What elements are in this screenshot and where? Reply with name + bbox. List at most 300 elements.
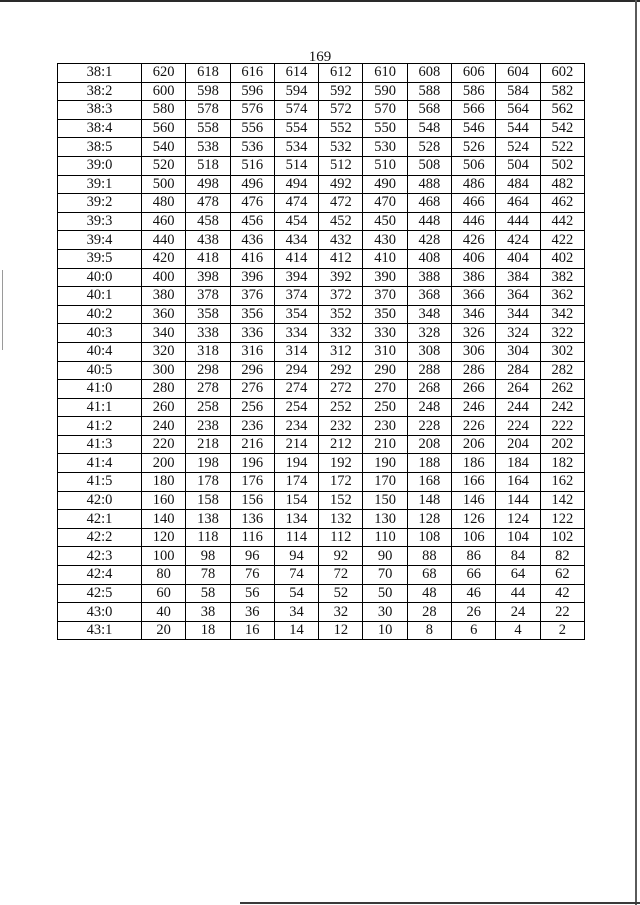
value-cell: 152: [319, 491, 363, 510]
table-row: [58, 417, 585, 436]
row-key-cell: 39:5: [58, 249, 142, 268]
value-cell: 378: [186, 287, 230, 306]
table-row: [58, 268, 585, 287]
value-cell: 574: [274, 101, 318, 120]
value-cell: 272: [319, 380, 363, 399]
value-cell: 254: [274, 398, 318, 417]
value-cell: 26: [452, 603, 496, 622]
table-row: [58, 584, 585, 603]
value-cell: 96: [230, 547, 274, 566]
value-cell: 286: [452, 361, 496, 380]
value-cell: 200: [142, 454, 186, 473]
value-cell: 20: [142, 621, 186, 640]
value-cell: 388: [407, 268, 451, 287]
row-key-cell: 42:1: [58, 510, 142, 529]
value-cell: 22: [540, 603, 584, 622]
value-cell: 344: [496, 305, 540, 324]
row-key-cell: 38:3: [58, 101, 142, 120]
value-cell: 72: [319, 566, 363, 585]
value-cell: 52: [319, 584, 363, 603]
value-cell: 36: [230, 603, 274, 622]
value-cell: 270: [363, 380, 407, 399]
value-cell: 56: [230, 584, 274, 603]
value-cell: 252: [319, 398, 363, 417]
value-cell: 444: [496, 212, 540, 231]
row-key-cell: 40:2: [58, 305, 142, 324]
value-cell: 296: [230, 361, 274, 380]
value-cell: 276: [230, 380, 274, 399]
table-row: [58, 231, 585, 250]
value-cell: 384: [496, 268, 540, 287]
row-key-cell: 42:3: [58, 547, 142, 566]
table-row: [58, 566, 585, 585]
table-row: [58, 621, 585, 640]
value-cell: 98: [186, 547, 230, 566]
value-cell: 90: [363, 547, 407, 566]
value-cell: 588: [407, 82, 451, 101]
value-cell: 92: [319, 547, 363, 566]
value-cell: 576: [230, 101, 274, 120]
value-cell: 160: [142, 491, 186, 510]
value-cell: 74: [274, 566, 318, 585]
value-cell: 524: [496, 138, 540, 157]
value-cell: 606: [452, 64, 496, 83]
value-cell: 154: [274, 491, 318, 510]
value-cell: 184: [496, 454, 540, 473]
row-key-cell: 38:4: [58, 119, 142, 138]
value-cell: 562: [540, 101, 584, 120]
value-cell: 32: [319, 603, 363, 622]
page-number: 169: [308, 49, 332, 65]
value-cell: 482: [540, 175, 584, 194]
value-cell: 242: [540, 398, 584, 417]
value-cell: 610: [363, 64, 407, 83]
value-cell: 8: [407, 621, 451, 640]
value-cell: 578: [186, 101, 230, 120]
value-cell: 320: [142, 342, 186, 361]
value-cell: 58: [186, 584, 230, 603]
value-cell: 426: [452, 231, 496, 250]
value-cell: 400: [142, 268, 186, 287]
value-cell: 332: [319, 324, 363, 343]
table-row: [58, 342, 585, 361]
value-cell: 560: [142, 119, 186, 138]
row-key-cell: 43:1: [58, 621, 142, 640]
value-cell: 498: [186, 175, 230, 194]
table-row: [58, 603, 585, 622]
value-cell: 484: [496, 175, 540, 194]
value-cell: 550: [363, 119, 407, 138]
table-row: [58, 435, 585, 454]
value-cell: 210: [363, 435, 407, 454]
value-cell: 316: [230, 342, 274, 361]
value-cell: 182: [540, 454, 584, 473]
value-cell: 334: [274, 324, 318, 343]
value-cell: 492: [319, 175, 363, 194]
table-row: [58, 528, 585, 547]
scan-bottom-edge: [240, 902, 640, 904]
value-cell: 228: [407, 417, 451, 436]
value-cell: 76: [230, 566, 274, 585]
value-cell: 268: [407, 380, 451, 399]
value-cell: 128: [407, 510, 451, 529]
value-cell: 4: [496, 621, 540, 640]
value-cell: 130: [363, 510, 407, 529]
value-cell: 436: [230, 231, 274, 250]
table-row: [58, 249, 585, 268]
value-cell: 30: [363, 603, 407, 622]
scan-right-edge: [635, 0, 637, 905]
value-cell: 66: [452, 566, 496, 585]
value-cell: 310: [363, 342, 407, 361]
value-cell: 448: [407, 212, 451, 231]
value-cell: 502: [540, 156, 584, 175]
value-cell: 324: [496, 324, 540, 343]
value-cell: 318: [186, 342, 230, 361]
value-cell: 514: [274, 156, 318, 175]
value-cell: 330: [363, 324, 407, 343]
table-row: [58, 454, 585, 473]
value-cell: 264: [496, 380, 540, 399]
value-cell: 112: [319, 528, 363, 547]
value-cell: 306: [452, 342, 496, 361]
value-cell: 500: [142, 175, 186, 194]
scan-top-edge: [0, 0, 640, 2]
value-cell: 234: [274, 417, 318, 436]
value-cell: 322: [540, 324, 584, 343]
value-cell: 16: [230, 621, 274, 640]
table-row: [58, 305, 585, 324]
value-cell: 402: [540, 249, 584, 268]
value-cell: 522: [540, 138, 584, 157]
value-cell: 372: [319, 287, 363, 306]
value-cell: 190: [363, 454, 407, 473]
value-cell: 34: [274, 603, 318, 622]
value-cell: 380: [142, 287, 186, 306]
value-cell: 176: [230, 473, 274, 492]
row-key-cell: 40:1: [58, 287, 142, 306]
row-key-cell: 41:1: [58, 398, 142, 417]
table-row: [58, 64, 585, 83]
table-row: [58, 138, 585, 157]
value-cell: 434: [274, 231, 318, 250]
value-cell: 592: [319, 82, 363, 101]
table-row: [58, 212, 585, 231]
value-cell: 394: [274, 268, 318, 287]
row-key-cell: 39:2: [58, 194, 142, 213]
value-cell: 386: [452, 268, 496, 287]
value-cell: 298: [186, 361, 230, 380]
value-cell: 136: [230, 510, 274, 529]
value-cell: 292: [319, 361, 363, 380]
row-key-cell: 40:0: [58, 268, 142, 287]
value-cell: 188: [407, 454, 451, 473]
value-cell: 346: [452, 305, 496, 324]
value-cell: 350: [363, 305, 407, 324]
table-row: [58, 101, 585, 120]
value-cell: 294: [274, 361, 318, 380]
row-key-cell: 41:0: [58, 380, 142, 399]
value-cell: 238: [186, 417, 230, 436]
value-cell: 466: [452, 194, 496, 213]
value-cell: 50: [363, 584, 407, 603]
value-cell: 548: [407, 119, 451, 138]
value-cell: 48: [407, 584, 451, 603]
value-cell: 468: [407, 194, 451, 213]
value-cell: 266: [452, 380, 496, 399]
value-cell: 618: [186, 64, 230, 83]
value-cell: 370: [363, 287, 407, 306]
value-cell: 598: [186, 82, 230, 101]
value-cell: 366: [452, 287, 496, 306]
value-cell: 566: [452, 101, 496, 120]
row-key-cell: 38:1: [58, 64, 142, 83]
value-cell: 408: [407, 249, 451, 268]
table-row: [58, 380, 585, 399]
value-cell: 450: [363, 212, 407, 231]
value-cell: 570: [363, 101, 407, 120]
value-cell: 564: [496, 101, 540, 120]
value-cell: 282: [540, 361, 584, 380]
value-cell: 138: [186, 510, 230, 529]
value-cell: 94: [274, 547, 318, 566]
value-cell: 208: [407, 435, 451, 454]
value-cell: 544: [496, 119, 540, 138]
value-cell: 362: [540, 287, 584, 306]
value-cell: 398: [186, 268, 230, 287]
value-cell: 198: [186, 454, 230, 473]
value-cell: 368: [407, 287, 451, 306]
value-cell: 458: [186, 212, 230, 231]
value-cell: 38: [186, 603, 230, 622]
value-cell: 18: [186, 621, 230, 640]
value-cell: 516: [230, 156, 274, 175]
value-cell: 604: [496, 64, 540, 83]
value-cell: 326: [452, 324, 496, 343]
value-cell: 280: [142, 380, 186, 399]
row-key-cell: 42:4: [58, 566, 142, 585]
value-cell: 250: [363, 398, 407, 417]
scan-left-mark: [2, 270, 3, 350]
value-cell: 164: [496, 473, 540, 492]
value-cell: 612: [319, 64, 363, 83]
value-cell: 422: [540, 231, 584, 250]
value-cell: 358: [186, 305, 230, 324]
value-cell: 24: [496, 603, 540, 622]
row-key-cell: 40:4: [58, 342, 142, 361]
value-cell: 338: [186, 324, 230, 343]
value-cell: 150: [363, 491, 407, 510]
value-cell: 410: [363, 249, 407, 268]
value-cell: 146: [452, 491, 496, 510]
value-cell: 302: [540, 342, 584, 361]
value-cell: 620: [142, 64, 186, 83]
value-cell: 556: [230, 119, 274, 138]
value-cell: 356: [230, 305, 274, 324]
table-row: [58, 324, 585, 343]
value-cell: 196: [230, 454, 274, 473]
value-cell: 538: [186, 138, 230, 157]
value-cell: 438: [186, 231, 230, 250]
value-cell: 108: [407, 528, 451, 547]
table-row: [58, 119, 585, 138]
value-cell: 62: [540, 566, 584, 585]
value-cell: 374: [274, 287, 318, 306]
value-cell: 496: [230, 175, 274, 194]
value-cell: 554: [274, 119, 318, 138]
value-cell: 246: [452, 398, 496, 417]
value-cell: 216: [230, 435, 274, 454]
value-cell: 166: [452, 473, 496, 492]
value-cell: 82: [540, 547, 584, 566]
value-cell: 476: [230, 194, 274, 213]
value-cell: 328: [407, 324, 451, 343]
value-cell: 404: [496, 249, 540, 268]
value-cell: 340: [142, 324, 186, 343]
value-cell: 118: [186, 528, 230, 547]
value-cell: 142: [540, 491, 584, 510]
row-key-cell: 41:2: [58, 417, 142, 436]
value-cell: 44: [496, 584, 540, 603]
row-key-cell: 39:3: [58, 212, 142, 231]
value-cell: 520: [142, 156, 186, 175]
value-cell: 534: [274, 138, 318, 157]
value-cell: 558: [186, 119, 230, 138]
value-cell: 204: [496, 435, 540, 454]
value-cell: 124: [496, 510, 540, 529]
value-cell: 202: [540, 435, 584, 454]
value-cell: 452: [319, 212, 363, 231]
value-cell: 608: [407, 64, 451, 83]
value-cell: 526: [452, 138, 496, 157]
table-row: [58, 473, 585, 492]
value-cell: 126: [452, 510, 496, 529]
value-cell: 178: [186, 473, 230, 492]
value-cell: 220: [142, 435, 186, 454]
value-cell: 504: [496, 156, 540, 175]
table-row: [58, 547, 585, 566]
value-cell: 2: [540, 621, 584, 640]
value-cell: 122: [540, 510, 584, 529]
value-cell: 186: [452, 454, 496, 473]
row-key-cell: 38:2: [58, 82, 142, 101]
table-row: [58, 194, 585, 213]
value-cell: 478: [186, 194, 230, 213]
value-cell: 506: [452, 156, 496, 175]
value-cell: 116: [230, 528, 274, 547]
value-cell: 412: [319, 249, 363, 268]
value-cell: 46: [452, 584, 496, 603]
table-row: [58, 287, 585, 306]
value-cell: 518: [186, 156, 230, 175]
value-cell: 28: [407, 603, 451, 622]
table-row: [58, 156, 585, 175]
value-cell: 552: [319, 119, 363, 138]
value-cell: 546: [452, 119, 496, 138]
value-cell: 278: [186, 380, 230, 399]
value-cell: 134: [274, 510, 318, 529]
value-cell: 406: [452, 249, 496, 268]
value-cell: 236: [230, 417, 274, 436]
value-cell: 360: [142, 305, 186, 324]
value-cell: 114: [274, 528, 318, 547]
value-cell: 586: [452, 82, 496, 101]
value-cell: 100: [142, 547, 186, 566]
value-cell: 364: [496, 287, 540, 306]
row-key-cell: 41:5: [58, 473, 142, 492]
value-cell: 494: [274, 175, 318, 194]
value-cell: 260: [142, 398, 186, 417]
value-cell: 396: [230, 268, 274, 287]
value-cell: 170: [363, 473, 407, 492]
value-cell: 542: [540, 119, 584, 138]
value-cell: 536: [230, 138, 274, 157]
value-cell: 144: [496, 491, 540, 510]
value-cell: 168: [407, 473, 451, 492]
value-cell: 68: [407, 566, 451, 585]
value-cell: 474: [274, 194, 318, 213]
value-cell: 232: [319, 417, 363, 436]
value-cell: 86: [452, 547, 496, 566]
value-cell: 490: [363, 175, 407, 194]
value-cell: 248: [407, 398, 451, 417]
value-cell: 230: [363, 417, 407, 436]
score-table: [57, 63, 585, 640]
value-cell: 88: [407, 547, 451, 566]
value-cell: 214: [274, 435, 318, 454]
value-cell: 376: [230, 287, 274, 306]
table-row: [58, 82, 585, 101]
value-cell: 132: [319, 510, 363, 529]
row-key-cell: 39:4: [58, 231, 142, 250]
value-cell: 106: [452, 528, 496, 547]
value-cell: 510: [363, 156, 407, 175]
value-cell: 258: [186, 398, 230, 417]
value-cell: 508: [407, 156, 451, 175]
value-cell: 140: [142, 510, 186, 529]
value-cell: 460: [142, 212, 186, 231]
value-cell: 416: [230, 249, 274, 268]
value-cell: 54: [274, 584, 318, 603]
value-cell: 192: [319, 454, 363, 473]
value-cell: 40: [142, 603, 186, 622]
value-cell: 290: [363, 361, 407, 380]
value-cell: 84: [496, 547, 540, 566]
value-cell: 432: [319, 231, 363, 250]
value-cell: 304: [496, 342, 540, 361]
value-cell: 224: [496, 417, 540, 436]
value-cell: 480: [142, 194, 186, 213]
value-cell: 462: [540, 194, 584, 213]
value-cell: 430: [363, 231, 407, 250]
row-key-cell: 39:1: [58, 175, 142, 194]
row-key-cell: 41:4: [58, 454, 142, 473]
value-cell: 12: [319, 621, 363, 640]
value-cell: 512: [319, 156, 363, 175]
value-cell: 616: [230, 64, 274, 83]
value-cell: 414: [274, 249, 318, 268]
value-cell: 464: [496, 194, 540, 213]
value-cell: 80: [142, 566, 186, 585]
value-cell: 104: [496, 528, 540, 547]
value-cell: 392: [319, 268, 363, 287]
value-cell: 226: [452, 417, 496, 436]
value-cell: 352: [319, 305, 363, 324]
value-cell: 530: [363, 138, 407, 157]
value-cell: 156: [230, 491, 274, 510]
value-cell: 180: [142, 473, 186, 492]
value-cell: 288: [407, 361, 451, 380]
